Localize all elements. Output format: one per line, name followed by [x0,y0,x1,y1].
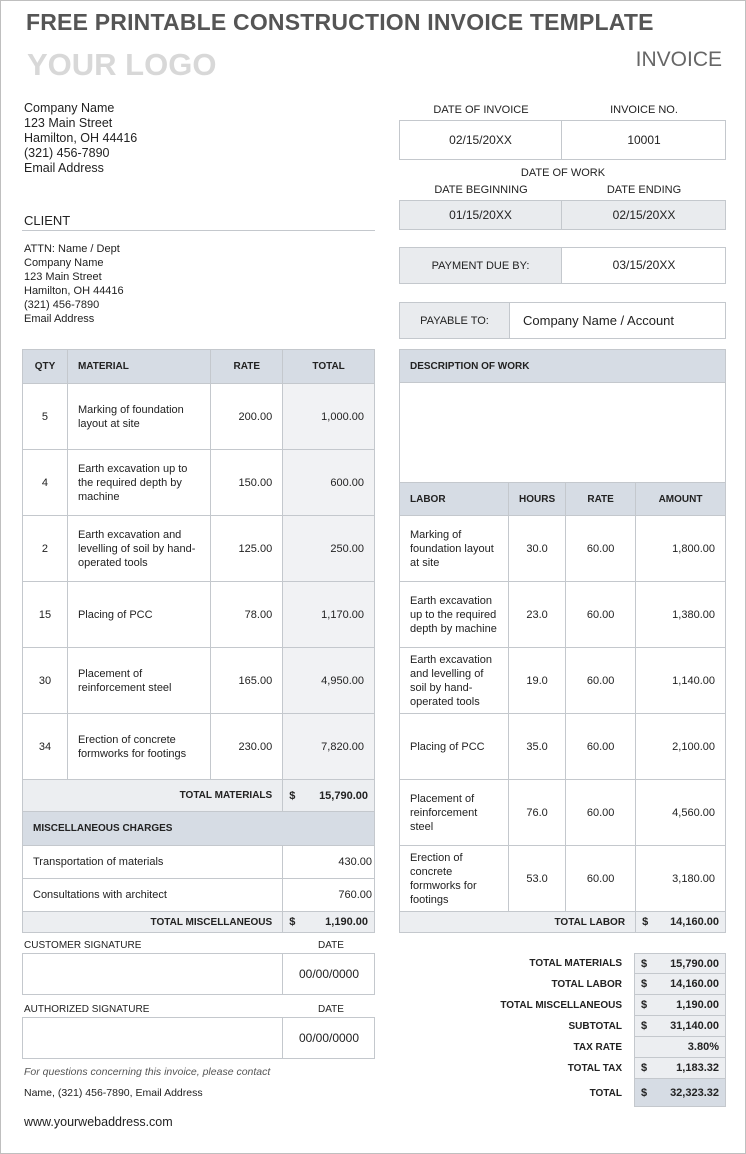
material-description[interactable]: Earth excavation and levelling of soil by hand-operated tools [67,516,210,582]
authorized-signature-label: AUTHORIZED SIGNATURE [24,1004,150,1015]
misc-amount[interactable]: 760.00 [283,879,375,912]
summary-row [420,1037,726,1058]
material-row [23,450,375,516]
summary-value-cell [634,1058,726,1079]
customer-signature-field[interactable] [23,954,283,994]
currency-symbol: $ [289,916,296,928]
labor-row [400,714,726,780]
payable-to-value[interactable]: Company Name / Account [523,313,675,328]
labor-hours[interactable]: 23.0 [509,582,566,648]
labor-amount: 4,560.00 [636,780,726,846]
client-company[interactable]: Company Name [24,257,104,269]
client-attn[interactable]: ATTN: Name / Dept [24,243,120,255]
materials-body [23,384,375,780]
material-rate[interactable]: 165.00 [211,648,283,714]
currency-symbol: $ [641,957,648,970]
summary-row [420,1016,726,1037]
total-misc-label: TOTAL MISCELLANEOUS [23,912,283,933]
currency-symbol: $ [641,1062,648,1074]
labor-rate[interactable]: 60.00 [566,648,636,714]
authorized-signature-field[interactable] [23,1018,283,1058]
payment-due-date[interactable]: 03/15/20XX [612,258,676,272]
material-qty[interactable]: 15 [23,582,68,648]
total-labor-cell [636,912,726,933]
labor-hours[interactable]: 76.0 [509,780,566,846]
materials-header-row [23,350,375,384]
summary-label: TOTAL TAX [567,1063,622,1074]
material-rate[interactable]: 150.00 [211,450,283,516]
total-materials-value: 15,790.00 [319,789,368,802]
material-rate[interactable]: 200.00 [211,384,283,450]
summary-label: TOTAL LABOR [551,979,622,990]
col-amount: AMOUNT [636,483,726,516]
summary-value-cell [634,995,726,1016]
material-qty[interactable]: 34 [23,714,68,780]
invoice-number[interactable]: 10001 [627,132,661,147]
material-total: 4,950.00 [283,648,375,714]
labor-description[interactable]: Placement of reinforcement steel [400,780,509,846]
date-of-work-label: DATE OF WORK [520,167,606,179]
material-qty[interactable]: 2 [23,516,68,582]
col-total: TOTAL [283,350,375,384]
labor-row [400,648,726,714]
summary-value: 32,323.32 [670,1086,719,1099]
footer-contact[interactable]: Name, (321) 456-7890, Email Address [24,1087,203,1099]
materials-table [22,349,375,933]
labor-amount: 1,140.00 [636,648,726,714]
summary-row [420,953,726,974]
summary-row [420,995,726,1016]
labor-rate[interactable]: 60.00 [566,846,636,912]
total-materials-cell [283,780,375,812]
summary-row [420,1079,726,1107]
material-qty[interactable]: 4 [23,450,68,516]
labor-amount: 3,180.00 [636,846,726,912]
misc-description[interactable]: Transportation of materials [23,846,283,879]
col-labor: LABOR [400,483,509,516]
summary-row [420,1058,726,1079]
client-divider [22,230,375,231]
summary-label: TAX RATE [573,1042,622,1053]
client-email[interactable]: Email Address [24,313,95,325]
labor-header-row [400,483,726,516]
labor-amount: 2,100.00 [636,714,726,780]
currency-symbol: $ [642,916,649,928]
date-ending-label: DATE ENDING [606,184,682,196]
client-phone[interactable]: (321) 456-7890 [24,299,100,311]
col-qty: QTY [23,350,68,384]
authorized-signature-date[interactable]: 00/00/0000 [298,1030,360,1045]
labor-hours[interactable]: 53.0 [509,846,566,912]
client-label: CLIENT [24,213,71,228]
total-materials-label: TOTAL MATERIALS [23,780,283,812]
description-row [400,383,726,483]
labor-description[interactable]: Erection of concrete formworks for footings [400,846,509,912]
material-total: 7,820.00 [283,714,375,780]
summary-value: 3.80% [687,1041,719,1053]
total-misc-value: 1,190.00 [325,916,368,928]
material-row [23,384,375,450]
labor-row [400,516,726,582]
payable-to-label: PAYABLE TO: [400,303,510,338]
material-row [23,714,375,780]
labor-rate[interactable]: 60.00 [566,780,636,846]
material-qty[interactable]: 30 [23,648,68,714]
material-description[interactable]: Placement of reinforcement steel [67,648,210,714]
total-materials-row [23,780,375,812]
material-row [23,648,375,714]
customer-signature-date[interactable]: 00/00/0000 [298,966,360,981]
summary-value-cell [634,974,726,995]
summary-label: TOTAL MISCELLANEOUS [500,1000,622,1011]
sender-company[interactable]: Company Name [24,101,115,115]
payment-due-label: PAYMENT DUE BY: [400,248,562,283]
misc-body [23,846,375,912]
customer-date-label: DATE [318,940,344,951]
labor-rate[interactable]: 60.00 [566,516,636,582]
labor-body [400,516,726,912]
labor-hours[interactable]: 19.0 [509,648,566,714]
summary-value: 15,790.00 [670,957,719,970]
labor-description[interactable]: Earth excavation and levelling of soil by hand-operated tools [400,648,509,714]
labor-hours[interactable]: 30.0 [509,516,566,582]
total-labor-value: 14,160.00 [670,916,719,928]
material-total: 1,170.00 [283,582,375,648]
currency-symbol: $ [641,1020,648,1032]
col-labor-rate: RATE [566,483,636,516]
labor-table [399,349,726,933]
sender-phone[interactable]: (321) 456-7890 [24,146,110,160]
invoice-number-label: INVOICE NO. [610,104,678,116]
summary-value-cell [634,1037,726,1058]
labor-hours[interactable]: 35.0 [509,714,566,780]
date-beginning-label: DATE BEGINNING [434,184,528,196]
labor-row [400,780,726,846]
material-total: 600.00 [283,450,375,516]
material-total: 250.00 [283,516,375,582]
authorized-date-label: DATE [318,1004,344,1015]
material-row [23,516,375,582]
total-misc-row [23,912,375,933]
currency-symbol: $ [641,999,648,1011]
invoice-date[interactable]: 02/15/20XX [400,121,562,159]
summary-label: TOTAL [589,1087,622,1099]
material-description[interactable]: Placing of PCC [67,582,210,648]
material-total: 1,000.00 [283,384,375,450]
invoice-label: INVOICE [635,48,722,71]
material-description[interactable]: Earth excavation up to the required depth by machine [67,450,210,516]
description-of-work-field[interactable] [400,383,726,483]
summary-value: 31,140.00 [670,1020,719,1032]
labor-amount: 1,380.00 [636,582,726,648]
material-rate[interactable]: 230.00 [211,714,283,780]
material-rate[interactable]: 78.00 [211,582,283,648]
summary-value: 14,160.00 [670,978,719,990]
currency-symbol: $ [641,978,648,990]
misc-header-row [23,812,375,846]
footer-website[interactable]: www.yourwebaddress.com [24,1115,173,1129]
sender-email[interactable]: Email Address [24,161,104,175]
misc-row [23,846,375,879]
date-ending[interactable]: 02/15/20XX [612,207,676,222]
summary-row [420,974,726,995]
sender-address [24,101,137,176]
currency-symbol: $ [289,789,296,802]
labor-rate[interactable]: 60.00 [566,714,636,780]
description-of-work-header: DESCRIPTION OF WORK [400,350,726,383]
col-hours: HOURS [509,483,566,516]
labor-amount: 1,800.00 [636,516,726,582]
total-labor-label: TOTAL LABOR [400,912,636,933]
client-city[interactable]: Hamilton, OH 44416 [24,285,124,297]
sender-street[interactable]: 123 Main Street [24,116,113,130]
client-street[interactable]: 123 Main Street [24,271,102,283]
labor-rate[interactable]: 60.00 [566,582,636,648]
summary-value-cell [634,1016,726,1037]
material-rate[interactable]: 125.00 [211,516,283,582]
misc-header: MISCELLANEOUS CHARGES [23,812,375,846]
sender-city[interactable]: Hamilton, OH 44416 [24,131,138,145]
misc-row [23,879,375,912]
date-beginning[interactable]: 01/15/20XX [400,201,562,229]
summary-value-cell [634,953,726,974]
material-description[interactable]: Erection of concrete formworks for footings [67,714,210,780]
summary-label: TOTAL MATERIALS [529,958,622,969]
page-title: FREE PRINTABLE CONSTRUCTION INVOICE TEMPLATE [26,9,654,35]
labor-row [400,846,726,912]
col-material: MATERIAL [67,350,210,384]
date-of-invoice-label: DATE OF INVOICE [433,104,529,116]
client-address [24,242,124,326]
customer-signature-label: CUSTOMER SIGNATURE [24,940,142,951]
summary-value: 1,190.00 [676,999,719,1011]
material-qty[interactable]: 5 [23,384,68,450]
misc-amount[interactable]: 430.00 [283,846,375,879]
description-header-row [400,350,726,383]
currency-symbol: $ [641,1086,648,1099]
summary-block [420,953,726,1107]
total-misc-cell [283,912,375,933]
labor-description[interactable]: Marking of foundation layout at site [400,516,509,582]
total-labor-row [400,912,726,933]
misc-description[interactable]: Consultations with architect [23,879,283,912]
summary-value-cell [634,1079,726,1107]
footer-note: For questions concerning this invoice, please contact [24,1066,271,1078]
material-row [23,582,375,648]
col-rate: RATE [211,350,283,384]
labor-description[interactable]: Placing of PCC [400,714,509,780]
summary-label: SUBTOTAL [568,1021,622,1032]
material-description[interactable]: Marking of foundation layout at site [67,384,210,450]
summary-value: 1,183.32 [676,1062,719,1074]
logo-placeholder[interactable]: YOUR LOGO [27,47,217,82]
labor-row [400,582,726,648]
labor-description[interactable]: Earth excavation up to the required depth by machine [400,582,509,648]
